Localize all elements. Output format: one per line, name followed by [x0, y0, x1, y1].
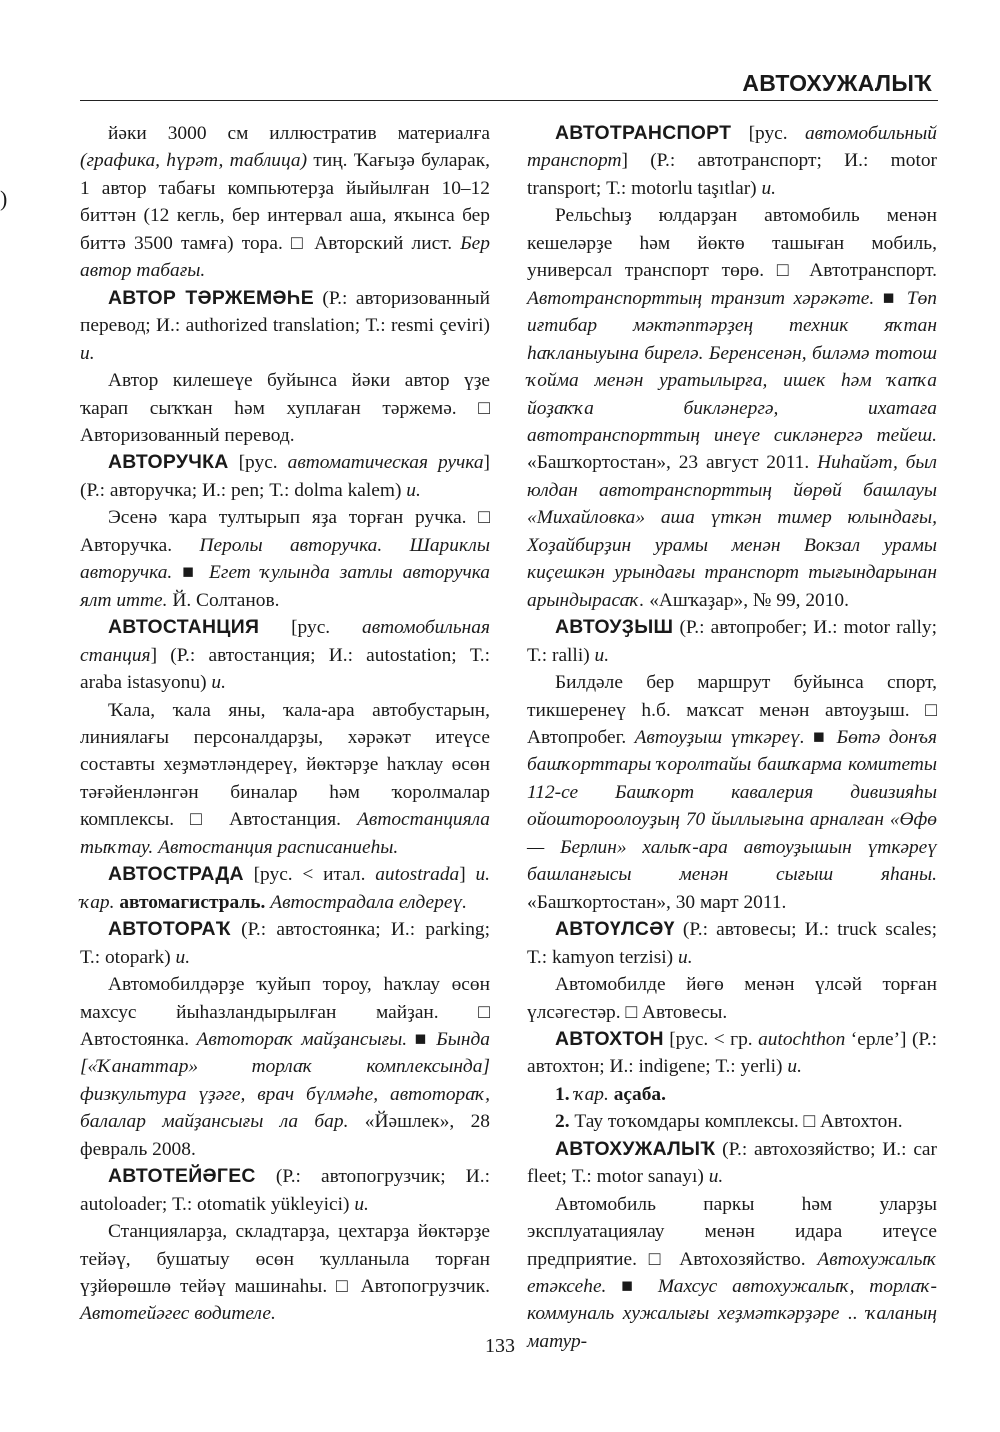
text-run: «Ашҡаҙар», № 99, 2010.	[644, 589, 849, 611]
text-run: и.	[761, 177, 777, 199]
text-run: Автомобиль паркы һәм уларҙы эксплуатациялау менән идара итеүсе предприятие. □ Автохозяйство.	[527, 1193, 937, 1270]
text-run: ■	[172, 562, 210, 584]
text-run: [рус.	[259, 617, 363, 639]
text-run: Ҡала, ҡала яны, ҡала-ара автобустарын, линиялағы персоналдарҙы, хәрәкәт итеүсе составты хеҙмәтләндереү, йөктәрҙе һаҡлау өсөн тәғәйенләнгән биналар һәм ҡоролмалар комплексы. □ Автостанция.	[80, 699, 490, 831]
dictionary-paragraph	[527, 202, 937, 614]
text-run: «Башҡортостан», 30 март 2011.	[527, 891, 787, 913]
text-run: [рус.	[228, 452, 288, 474]
text-run: Рельсһыҙ юлдарҙан автомобиль менән кешеләрҙе һәм йөктө ташыған мобиль, универсал транспорт төрө. □ Автотранспорт.	[527, 205, 937, 282]
dictionary-entry-heading	[80, 449, 490, 504]
text-run: ■	[606, 1276, 658, 1298]
text-run: и.	[787, 1056, 802, 1078]
text-run: Автотранспорттың транзит хәрәкәте.	[527, 287, 875, 309]
text-run: ■	[874, 287, 907, 309]
dictionary-paragraph	[527, 1108, 937, 1135]
text-run: (Р.: автостоянка; И.: parking; Т.: otopark)	[80, 919, 490, 968]
headword: АВТОРУЧКА	[108, 451, 229, 474]
dictionary-paragraph	[80, 504, 490, 614]
text-run: Автомобилдәрҙе ҡуйып тороу, һаҡлау өсөн махсус йыһазландырылған майҙан. □ Автостоянка.	[80, 974, 490, 1050]
running-header-title: АВТОХУЖАЛЫҠ	[742, 70, 932, 96]
headword: АВТОР ТӘРЖЕМӘҺЕ	[108, 286, 314, 309]
text-run: [рус. < гр.	[663, 1028, 759, 1050]
text-run: Автоуҙыш үткәреү.	[634, 726, 805, 748]
text-run: йәки 3000 см иллюстратив материалға	[108, 123, 490, 144]
text-run: autochthon	[758, 1028, 846, 1050]
headword: АВТОТРАНСПОРТ	[555, 122, 732, 144]
dictionary-paragraph	[527, 1081, 937, 1108]
headword: АВТОТЕЙӘГЕС	[108, 1165, 256, 1188]
text-run: Перолы авторучка. Шариклы авторучка.	[80, 534, 490, 584]
dictionary-paragraph	[80, 697, 490, 862]
running-header	[80, 66, 938, 101]
text-run: ■	[407, 1028, 437, 1050]
text-run: 2.	[555, 1111, 575, 1133]
text-run: автомагистраль.	[119, 891, 266, 913]
text-run: Бөтә донъя башҡорттары ҡоролтайы башҡарма комитеты 112-се Башҡорт кавалерия дивизияһы ойоштороолоуҙың 70 йыллығына арналған «Өфө — Берлин» халыҡ-ара автоуҙышын үткәреү башланғысы менән сығыш яһаны.	[527, 726, 937, 886]
text-run: и.	[594, 644, 610, 666]
text-run: и.	[678, 946, 693, 968]
text-run: Автостанцияла тыҡтау. Автостанция расписаниеһы.	[80, 809, 490, 858]
text-run: Ниһайәт, был юлдан автотранспорттың йөрөй башлауы «Михайловка» аша үткән тимер юлындағы, Хоҙайбирҙин урамы менән Вокзал урамы киҫешкән урындағы транспорт тығындарынан арындырасаҡ.	[527, 452, 937, 611]
text-run: [рус.	[731, 123, 805, 144]
text-run: автомобильная станция	[80, 617, 490, 666]
text-run: Автотейәгес водителе.	[80, 1303, 276, 1325]
text-run: Автор килешеүе буйынса йәки автор үҙе ҡарап сыҡҡан һәм хуплаған тәржемә. □ Авторизованный перевод.	[80, 370, 490, 446]
text-run: Бер автор табағы.	[80, 232, 490, 282]
text-run: ҡар.	[574, 1083, 609, 1105]
headword: АВТОСТАНЦИЯ	[108, 616, 260, 639]
text-run: 1.	[555, 1083, 575, 1105]
margin-mark: )	[0, 186, 8, 211]
text-run: Төп иғтибар мәктәптәрҙең техник яҡтан һаҡланыуына бирелә. Беренсенән, биләмә тотош ҡойма менән уратылырға, ишек һәм ҡапҡа йоҙаҡҡа бикләнергә, ихатаға автотранспорттың инеүе сикләнергә тейеш.	[527, 287, 937, 446]
text-run: «Башҡортостан», 23 август 2011.	[527, 452, 818, 474]
dictionary-entry-heading	[80, 861, 490, 916]
text-run: автоматическая ручка	[287, 452, 484, 474]
dictionary-entry-heading	[80, 285, 490, 367]
text-run: аҫаба.	[613, 1083, 666, 1105]
right-column	[527, 120, 937, 1355]
text-run: ] (Р.: авторучка; И.: pen; Т.: dolma kalem)	[80, 452, 490, 501]
text-run: ] (Р.: автотранспорт; И.: motor transport; Т.: motorlu taşıtlar)	[527, 150, 937, 199]
text-run: (Р.: автохозяйство; И.: car fleet; Т.: motor sanayı)	[527, 1138, 937, 1188]
text-run: Автострадала елдереү.	[270, 891, 467, 913]
text-run: и. ҡар.	[80, 864, 490, 913]
headword: АВТОСТРАДА	[108, 863, 244, 886]
headword: АВТОУҘЫШ	[555, 616, 674, 639]
text-run: Махсус автохужалыҡ, торлаҡ-коммуналь хужалығы хеҙмәткәрҙәре .. ҡаланың матур-	[527, 1276, 937, 1352]
text-run: Егет ҡулында затлы авторучка ялт итте.	[80, 562, 490, 611]
headword: АВТОТОРАҠ	[108, 918, 231, 941]
text-run: и.	[406, 479, 421, 501]
dictionary-entry-heading	[527, 120, 937, 202]
text-run: Автомобилде йөгө менән үлсәй торған үлсәгестәр. □ Автовесы.	[527, 974, 937, 1023]
text-run: Автохужалыҡ етәксеһе.	[527, 1248, 937, 1298]
text-run: (Р.: автовесы; И.: truck scales; Т.: kamyon terzisi)	[527, 919, 937, 968]
dictionary-paragraph	[527, 1191, 937, 1356]
text-run: тиң. Ҡағыҙә буларак, 1 автор табағы компьютерҙа йыйылған 10–12 биттән (12 кегль, бер интервал аша, яҡынса бер биттә 3500 тамға) тора. □ Авторский лист.	[80, 150, 491, 254]
dictionary-paragraph	[80, 1218, 490, 1328]
dictionary-paragraph	[80, 367, 490, 449]
dictionary-entry-heading	[80, 916, 490, 971]
left-column	[80, 120, 490, 1328]
text-run: [рус. < итал.	[243, 864, 376, 886]
text-run: «Йәшлек», 28 февраль 2008.	[80, 1111, 490, 1160]
dictionary-entry-heading	[527, 1026, 937, 1081]
text-run: ‘ерле’] (Р.: автохтон; И.: indigene; Т.: yerli)	[527, 1028, 937, 1078]
text-run: Эсенә ҡара тултырып яҙа торған ручка. □ Авторучка.	[80, 507, 490, 556]
text-run: Й. Солтанов.	[167, 589, 280, 611]
headword: АВТОХУЖАЛЫҠ	[555, 1137, 716, 1160]
text-run: Станцияларҙа, складтарҙа, цехтарҙа йөктәрҙе тейәү, бушатыу өсөн ҡулланыла торған үҙйөрөшлө тейәү машинаһы. □ Автопогрузчик.	[80, 1221, 490, 1298]
headword: АВТОХТОН	[555, 1027, 664, 1050]
page-number: 133	[485, 1335, 515, 1357]
text-run: (графика, һүрәт, таблица)	[80, 150, 308, 172]
text-run: ] (Р.: автостанция; И.: autostation; Т.: araba istasyonu)	[80, 644, 490, 694]
dictionary-entry-heading	[527, 1136, 937, 1191]
text-run: автомобильный транспорт	[527, 123, 937, 172]
dictionary-entry-heading	[80, 614, 490, 696]
text-run: (Р.: авторизованный перевод; И.: authorized translation; Т.: resmi çeviri)	[80, 287, 490, 337]
text-run: ]	[459, 864, 476, 886]
text-run: (Р.: автопробег; И.: motor rally; Т.: ralli)	[527, 617, 937, 666]
text-run: (Р.: автопогрузчик; И.: autoloader; Т.: otomatik yükleyici)	[80, 1166, 490, 1215]
text-run: и.	[354, 1193, 369, 1215]
text-run: ■	[804, 726, 837, 748]
text-run: и.	[708, 1166, 724, 1188]
dictionary-paragraph	[527, 669, 937, 916]
text-run: и.	[211, 672, 226, 694]
dictionary-entry-heading	[527, 614, 937, 669]
text-run: и.	[80, 342, 95, 364]
dictionary-paragraph	[80, 971, 490, 1163]
text-run: Билдәле бер маршрут буйынса спорт, тикшеренеү һ.б. маҡсат менән автоуҙыш. □ Автопробег.	[527, 672, 937, 748]
dictionary-entry-heading	[527, 916, 937, 971]
text-run: Автотораҡ майҙансығы.	[196, 1028, 408, 1050]
headword: АВТОҮЛСӘҮ	[555, 918, 675, 941]
dictionary-entry-heading	[80, 1163, 490, 1218]
dictionary-paragraph	[80, 120, 490, 285]
dictionary-paragraph	[527, 971, 937, 1026]
text-run: Тау тоҡомдары комплексы. □ Автохтон.	[574, 1111, 903, 1133]
text-run: autostrada	[375, 864, 460, 886]
text-run: Бында [«Ҡанаттар» торлаҡ комплексында] физкультура үҙәге, врач бүлмәһе, автотораҡ, балалар майҙансығы ла бар.	[80, 1028, 490, 1133]
text-run: и.	[175, 946, 191, 968]
